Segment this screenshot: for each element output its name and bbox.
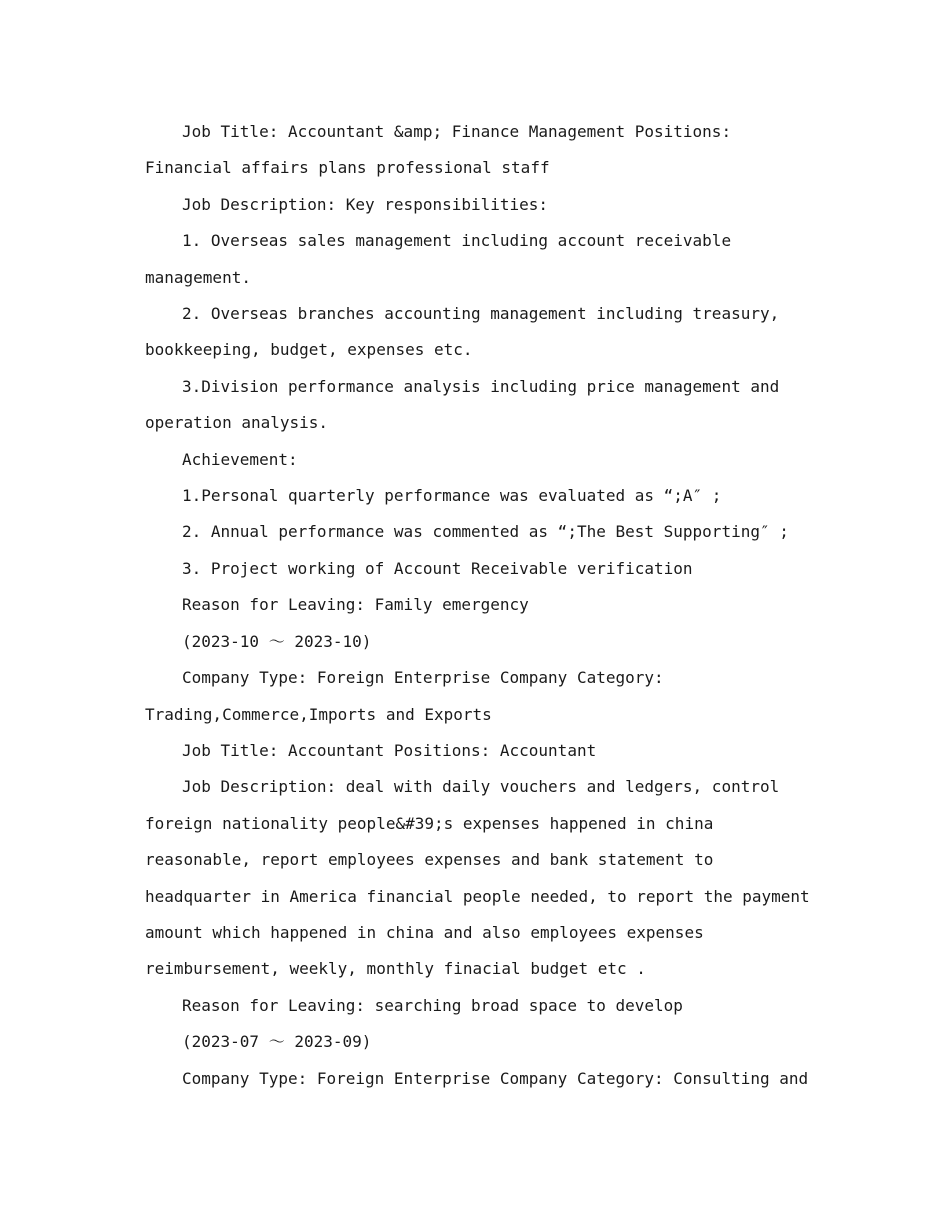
reason-for-leaving: Reason for Leaving: Family emergency: [182, 595, 529, 615]
job-description-paragraph: Job Description: deal with daily vouchers and ledgers, control foreign nationality people&#39;s expenses happened in china reasonable, report employees expenses and bank statement to headquarter in America financial people needed, to report the payment amount which happened in china and also employees expenses reimbursement, weekly, monthly finacial budget etc .: [145, 777, 810, 979]
achievement-heading: Achievement:: [182, 449, 298, 469]
job-description-heading: Job Description: Key responsibilities:: [182, 194, 549, 214]
responsibility-item: 2. Overseas branches accounting management including treasury, bookkeeping, budget, expenses etc.: [145, 304, 780, 360]
company-type: Company Type: Foreign Enterprise Company Category: Consulting and: [182, 1068, 809, 1088]
employment-period: (2023-07 ～ 2023-09): [182, 1032, 372, 1052]
employment-period: (2023-10 ～ 2023-10): [182, 631, 372, 651]
achievement-item: 3. Project working of Account Receivable verification: [182, 558, 693, 578]
responsibility-item: 1. Overseas sales management including account receivable management.: [145, 231, 732, 287]
job-title-paragraph: Job Title: Accountant Positions: Accountant: [182, 740, 597, 760]
document-body: [145, 114, 810, 1097]
company-type: Company Type: Foreign Enterprise Company Category: Trading,Commerce,Imports and Exports: [145, 668, 664, 724]
job-title-paragraph: Job Title: Accountant &amp; Finance Management Positions: Financial affairs plans professional staff: [145, 122, 732, 178]
reason-for-leaving: Reason for Leaving: searching broad space to develop: [182, 995, 683, 1015]
achievement-item: 2. Annual performance was commented as “;The Best Supporting″ ;: [182, 522, 789, 542]
achievement-item: 1.Personal quarterly performance was evaluated as “;A″ ;: [182, 486, 722, 506]
responsibility-item: 3.Division performance analysis including price management and operation analysis.: [145, 376, 780, 433]
